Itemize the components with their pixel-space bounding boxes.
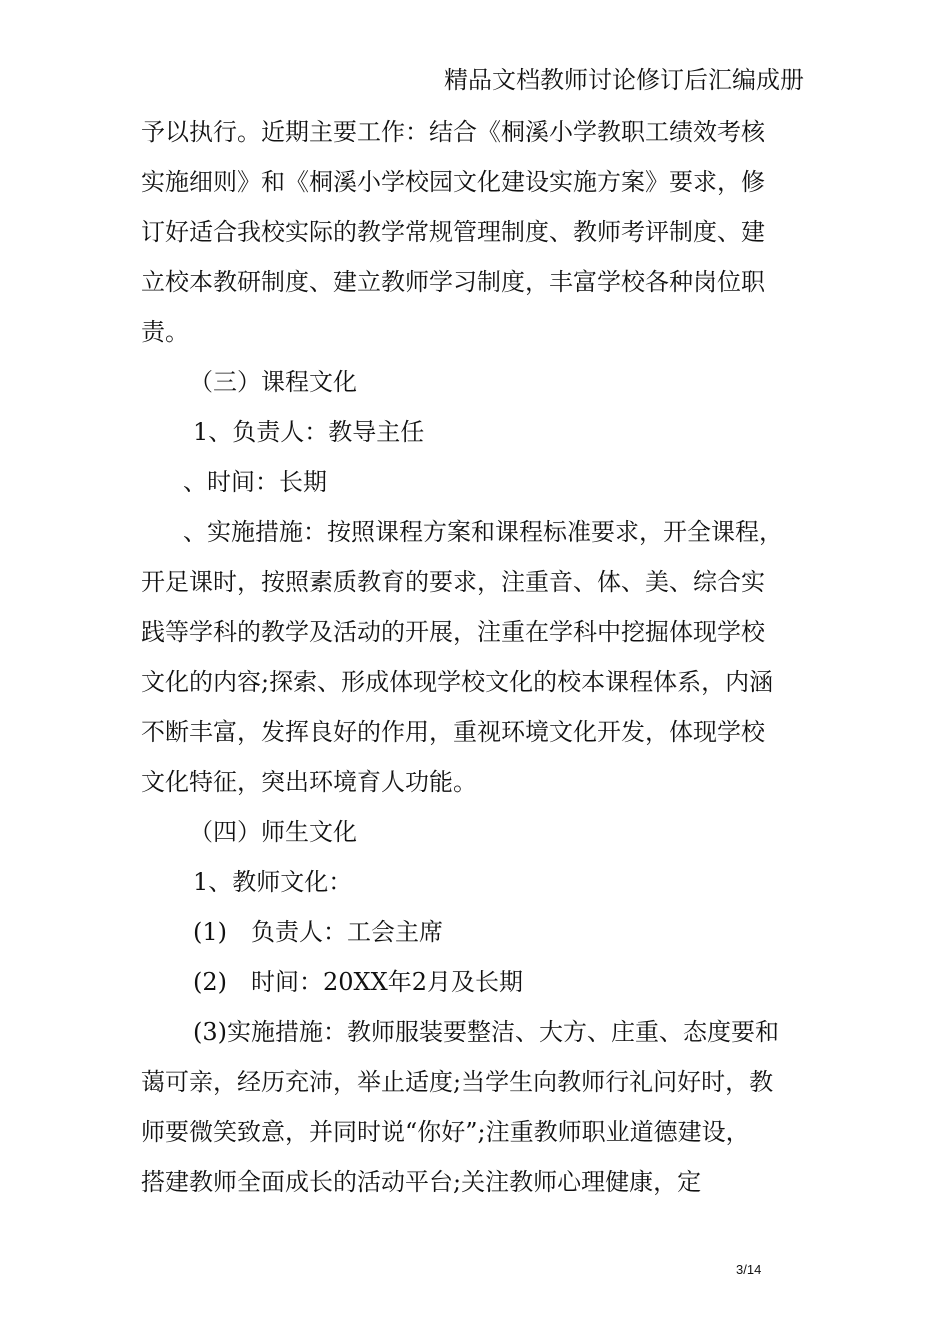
document-body bbox=[141, 107, 821, 1207]
body-line: 、时间：长期 bbox=[183, 468, 327, 496]
body-line: 开足课时，按照素质教育的要求，注重音、体、美、综合实 bbox=[141, 568, 765, 596]
body-line: (1) 负责人：工会主席 bbox=[193, 918, 443, 946]
body-line: 实施细则》和《桐溪小学校园文化建设实施方案》要求，修 bbox=[141, 168, 765, 196]
body-line: 、实施措施：按照课程方案和课程标准要求，开全课程， bbox=[183, 518, 783, 546]
section-heading-teacher-student: （四）师生文化 bbox=[189, 818, 357, 846]
body-line: 文化特征，突出环境育人功能。 bbox=[141, 768, 477, 796]
body-line: 责。 bbox=[141, 318, 189, 346]
body-line: 搭建教师全面成长的活动平台;关注教师心理健康，定 bbox=[141, 1168, 702, 1196]
body-line: 不断丰富，发挥良好的作用，重视环境文化开发，体现学校 bbox=[141, 718, 765, 746]
body-line: (3)实施措施：教师服装要整洁、大方、庄重、态度要和 bbox=[193, 1018, 779, 1046]
body-line: 蔼可亲，经历充沛，举止适度;当学生向教师行礼问好时，教 bbox=[141, 1068, 774, 1096]
body-line: (2) 时间：20XX年2月及长期 bbox=[193, 968, 523, 996]
page-number: 3/14 bbox=[736, 1262, 762, 1277]
body-line: 1、教师文化： bbox=[193, 868, 353, 896]
document-header: 精品文档教师讨论修订后汇编成册 bbox=[444, 66, 804, 94]
body-line: 予以执行。近期主要工作：结合《桐溪小学教职工绩效考核 bbox=[141, 118, 765, 146]
body-line: 师要微笑致意，并同时说“你好”;注重教师职业道德建设， bbox=[141, 1118, 750, 1146]
body-line: 践等学科的教学及活动的开展，注重在学科中挖掘体现学校 bbox=[141, 618, 765, 646]
body-line: 文化的内容;探索、形成体现学校文化的校本课程体系，内涵 bbox=[141, 668, 774, 696]
body-line: 1、负责人：教导主任 bbox=[193, 418, 425, 446]
section-heading-curriculum: （三）课程文化 bbox=[189, 368, 357, 396]
body-line: 订好适合我校实际的教学常规管理制度、教师考评制度、建 bbox=[141, 218, 765, 246]
body-line: 立校本教研制度、建立教师学习制度，丰富学校各种岗位职 bbox=[141, 268, 765, 296]
